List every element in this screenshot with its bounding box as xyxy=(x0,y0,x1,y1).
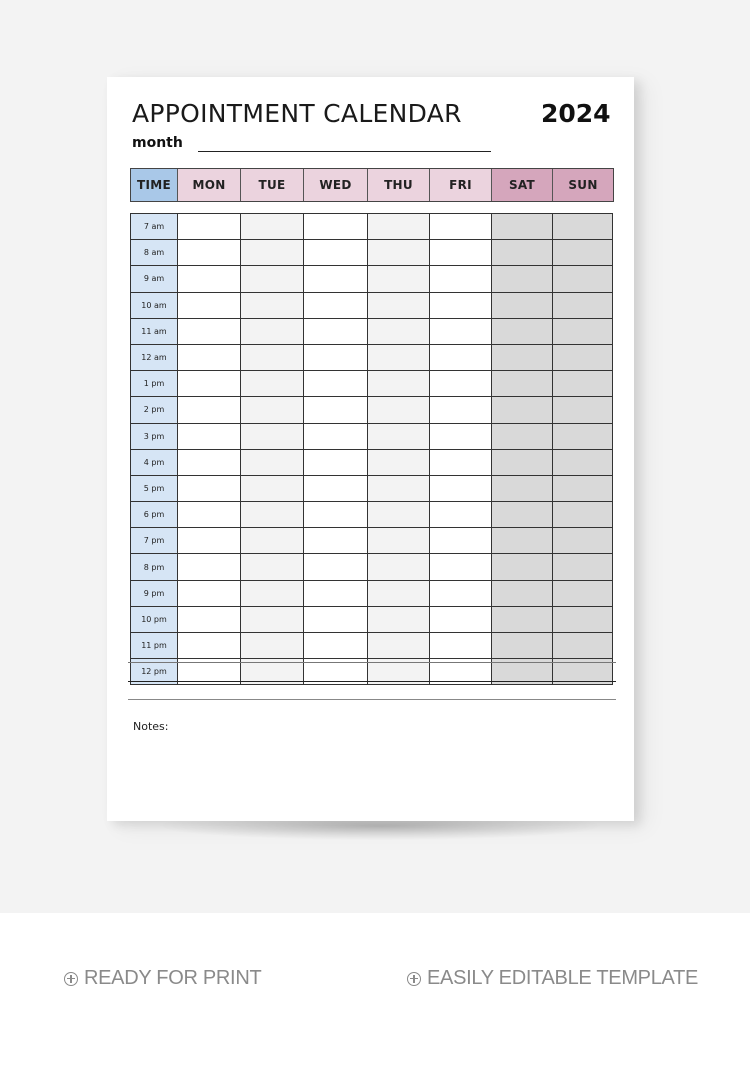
appointment-cell-wed[interactable] xyxy=(304,240,368,266)
table-row xyxy=(131,344,613,370)
appointment-cell-tue[interactable] xyxy=(241,240,304,266)
appointment-cell-tue[interactable] xyxy=(241,423,304,449)
appointment-cell-wed[interactable] xyxy=(304,633,368,659)
appointment-cell-sat[interactable] xyxy=(492,371,553,397)
table-row xyxy=(131,528,613,554)
table-row xyxy=(131,423,613,449)
appointment-cell-mon[interactable] xyxy=(178,318,241,344)
appointment-cell-wed[interactable] xyxy=(304,580,368,606)
appointment-cell-thu[interactable] xyxy=(368,502,430,528)
appointment-cell-fri[interactable] xyxy=(430,240,492,266)
time-slot-label: 12 am xyxy=(131,344,178,370)
appointment-cell-wed[interactable] xyxy=(304,397,368,423)
appointment-cell-sun[interactable] xyxy=(553,528,613,554)
appointment-cell-thu[interactable] xyxy=(368,554,430,580)
appointment-cell-thu[interactable] xyxy=(368,528,430,554)
appointment-cell-fri[interactable] xyxy=(430,371,492,397)
appointment-cell-sat[interactable] xyxy=(492,633,553,659)
appointment-cell-tue[interactable] xyxy=(241,633,304,659)
appointment-cell-sat[interactable] xyxy=(492,554,553,580)
column-header-mon: MON xyxy=(178,169,241,201)
appointment-cell-tue[interactable] xyxy=(241,292,304,318)
table-row xyxy=(131,214,613,240)
appointment-cell-fri[interactable] xyxy=(430,554,492,580)
table-row xyxy=(131,580,613,606)
table-row xyxy=(131,240,613,266)
appointment-cell-fri[interactable] xyxy=(430,606,492,632)
appointment-cell-sat[interactable] xyxy=(492,475,553,501)
appointment-cell-mon[interactable] xyxy=(178,606,241,632)
page-title: APPOINTMENT CALENDAR xyxy=(132,99,462,128)
time-slot-label: 2 pm xyxy=(131,397,178,423)
table-row xyxy=(131,318,613,344)
appointment-cell-fri[interactable] xyxy=(430,528,492,554)
notes-label: Notes: xyxy=(133,720,169,733)
appointment-cell-mon[interactable] xyxy=(178,475,241,501)
appointment-cell-sun[interactable] xyxy=(553,502,613,528)
appointment-cell-sat[interactable] xyxy=(492,344,553,370)
notes-line[interactable] xyxy=(128,662,616,663)
appointment-cell-thu[interactable] xyxy=(368,397,430,423)
appointment-cell-thu[interactable] xyxy=(368,266,430,292)
time-slot-label: 5 pm xyxy=(131,475,178,501)
appointment-cell-thu[interactable] xyxy=(368,318,430,344)
appointment-cell-tue[interactable] xyxy=(241,397,304,423)
appointment-cell-tue[interactable] xyxy=(241,606,304,632)
time-slot-label: 7 pm xyxy=(131,528,178,554)
appointment-cell-thu[interactable] xyxy=(368,449,430,475)
appointment-cell-sat[interactable] xyxy=(492,266,553,292)
appointment-cell-tue[interactable] xyxy=(241,528,304,554)
month-label: month xyxy=(132,135,183,151)
table-row xyxy=(131,502,613,528)
appointment-cell-sat[interactable] xyxy=(492,606,553,632)
table-row xyxy=(131,475,613,501)
appointment-cell-tue[interactable] xyxy=(241,344,304,370)
time-slot-label: 9 pm xyxy=(131,580,178,606)
appointment-cell-tue[interactable] xyxy=(241,502,304,528)
appointment-cell-mon[interactable] xyxy=(178,371,241,397)
appointment-cell-fri[interactable] xyxy=(430,266,492,292)
plus-circle-icon xyxy=(407,972,421,986)
appointment-cell-wed[interactable] xyxy=(304,292,368,318)
table-row xyxy=(131,266,613,292)
table-row xyxy=(131,397,613,423)
appointment-cell-fri[interactable] xyxy=(430,423,492,449)
appointment-cell-thu[interactable] xyxy=(368,580,430,606)
table-row xyxy=(131,633,613,659)
feature-label: EASILY EDITABLE TEMPLATE xyxy=(427,967,699,989)
appointment-cell-sun[interactable] xyxy=(553,633,613,659)
appointment-cell-sat[interactable] xyxy=(492,449,553,475)
appointment-cell-wed[interactable] xyxy=(304,266,368,292)
time-slot-label: 4 pm xyxy=(131,449,178,475)
appointment-cell-tue[interactable] xyxy=(241,214,304,240)
appointment-cell-fri[interactable] xyxy=(430,580,492,606)
appointment-cell-mon[interactable] xyxy=(178,397,241,423)
appointment-cell-wed[interactable] xyxy=(304,318,368,344)
month-input-line[interactable] xyxy=(198,151,491,152)
appointment-cell-sun[interactable] xyxy=(553,214,613,240)
appointment-cell-sun[interactable] xyxy=(553,240,613,266)
appointment-cell-sat[interactable] xyxy=(492,580,553,606)
table-row xyxy=(131,449,613,475)
plus-circle-icon xyxy=(64,972,78,986)
column-header-sun: SUN xyxy=(553,169,613,201)
appointment-cell-wed[interactable] xyxy=(304,554,368,580)
appointment-cell-sun[interactable] xyxy=(553,449,613,475)
appointment-cell-mon[interactable] xyxy=(178,344,241,370)
appointment-cell-sat[interactable] xyxy=(492,528,553,554)
appointment-cell-tue[interactable] xyxy=(241,318,304,344)
appointment-cell-mon[interactable] xyxy=(178,423,241,449)
appointment-cell-wed[interactable] xyxy=(304,475,368,501)
feature-label: READY FOR PRINT xyxy=(84,967,262,989)
appointment-cell-wed[interactable] xyxy=(304,502,368,528)
appointment-cell-fri[interactable] xyxy=(430,397,492,423)
appointment-cell-thu[interactable] xyxy=(368,423,430,449)
table-row xyxy=(131,371,613,397)
time-slot-label: 1 pm xyxy=(131,371,178,397)
day-header-row xyxy=(130,168,614,202)
time-slot-label: 7 am xyxy=(131,214,178,240)
time-slot-label: 3 pm xyxy=(131,423,178,449)
appointment-cell-tue[interactable] xyxy=(241,449,304,475)
column-header-time: TIME xyxy=(131,169,178,201)
year-label: 2024 xyxy=(541,99,611,128)
appointment-cell-tue[interactable] xyxy=(241,266,304,292)
appointment-cell-mon[interactable] xyxy=(178,214,241,240)
time-slot-label: 6 pm xyxy=(131,502,178,528)
column-header-wed: WED xyxy=(304,169,368,201)
appointment-cell-tue[interactable] xyxy=(241,580,304,606)
appointment-cell-wed[interactable] xyxy=(304,423,368,449)
appointment-cell-tue[interactable] xyxy=(241,475,304,501)
time-slot-label: 11 pm xyxy=(131,633,178,659)
appointment-cell-wed[interactable] xyxy=(304,606,368,632)
feature-item xyxy=(407,967,698,990)
appointment-cell-sat[interactable] xyxy=(492,397,553,423)
appointment-cell-thu[interactable] xyxy=(368,633,430,659)
appointment-cell-wed[interactable] xyxy=(304,449,368,475)
appointment-cell-sat[interactable] xyxy=(492,318,553,344)
time-slot-label: 11 am xyxy=(131,318,178,344)
appointment-cell-mon[interactable] xyxy=(178,449,241,475)
appointment-cell-wed[interactable] xyxy=(304,344,368,370)
appointment-cell-mon[interactable] xyxy=(178,292,241,318)
appointment-cell-mon[interactable] xyxy=(178,528,241,554)
time-slot-label: 8 am xyxy=(131,240,178,266)
appointment-cell-mon[interactable] xyxy=(178,502,241,528)
appointment-cell-mon[interactable] xyxy=(178,633,241,659)
appointment-cell-fri[interactable] xyxy=(430,502,492,528)
appointment-cell-fri[interactable] xyxy=(430,475,492,501)
appointment-cell-sat[interactable] xyxy=(492,240,553,266)
appointment-cell-thu[interactable] xyxy=(368,240,430,266)
time-slot-label: 9 am xyxy=(131,266,178,292)
table-row xyxy=(131,554,613,580)
appointment-cell-thu[interactable] xyxy=(368,214,430,240)
appointment-cell-sun[interactable] xyxy=(553,554,613,580)
appointment-cell-thu[interactable] xyxy=(368,606,430,632)
appointment-cell-tue[interactable] xyxy=(241,371,304,397)
table-row xyxy=(131,606,613,632)
appointment-cell-wed[interactable] xyxy=(304,371,368,397)
notes-line[interactable] xyxy=(128,699,616,700)
appointment-cell-mon[interactable] xyxy=(178,266,241,292)
appointment-cell-thu[interactable] xyxy=(368,371,430,397)
appointment-cell-tue[interactable] xyxy=(241,554,304,580)
appointment-cell-sun[interactable] xyxy=(553,371,613,397)
appointment-cell-mon[interactable] xyxy=(178,554,241,580)
appointment-cell-fri[interactable] xyxy=(430,318,492,344)
appointment-cell-sun[interactable] xyxy=(553,318,613,344)
appointment-cell-fri[interactable] xyxy=(430,214,492,240)
appointment-cell-thu[interactable] xyxy=(368,292,430,318)
appointment-cell-sun[interactable] xyxy=(553,606,613,632)
time-slot-label: 10 pm xyxy=(131,606,178,632)
time-slot-label: 12 pm xyxy=(131,659,178,685)
appointment-cell-sat[interactable] xyxy=(492,292,553,318)
calendar-page xyxy=(107,77,634,821)
appointment-cell-sun[interactable] xyxy=(553,344,613,370)
column-header-sat: SAT xyxy=(492,169,553,201)
column-header-thu: THU xyxy=(368,169,430,201)
appointment-cell-thu[interactable] xyxy=(368,475,430,501)
appointment-cell-fri[interactable] xyxy=(430,449,492,475)
appointment-cell-sat[interactable] xyxy=(492,502,553,528)
appointment-cell-sun[interactable] xyxy=(553,397,613,423)
appointment-cell-fri[interactable] xyxy=(430,344,492,370)
appointment-cell-sun[interactable] xyxy=(553,475,613,501)
appointment-cell-sun[interactable] xyxy=(553,292,613,318)
notes-line[interactable] xyxy=(128,681,616,682)
appointment-cell-mon[interactable] xyxy=(178,240,241,266)
appointment-cell-fri[interactable] xyxy=(430,633,492,659)
table-row xyxy=(131,292,613,318)
column-header-tue: TUE xyxy=(241,169,304,201)
appointment-cell-sun[interactable] xyxy=(553,266,613,292)
time-slot-label: 10 am xyxy=(131,292,178,318)
appointment-cell-mon[interactable] xyxy=(178,580,241,606)
appointment-cell-sun[interactable] xyxy=(553,423,613,449)
feature-item xyxy=(64,967,261,990)
appointment-cell-sat[interactable] xyxy=(492,423,553,449)
time-slot-label: 8 pm xyxy=(131,554,178,580)
column-header-fri: FRI xyxy=(430,169,492,201)
appointment-cell-wed[interactable] xyxy=(304,214,368,240)
appointment-cell-sat[interactable] xyxy=(492,214,553,240)
appointment-grid xyxy=(130,213,613,685)
appointment-cell-thu[interactable] xyxy=(368,344,430,370)
appointment-cell-sun[interactable] xyxy=(553,580,613,606)
appointment-cell-wed[interactable] xyxy=(304,528,368,554)
appointment-cell-fri[interactable] xyxy=(430,292,492,318)
